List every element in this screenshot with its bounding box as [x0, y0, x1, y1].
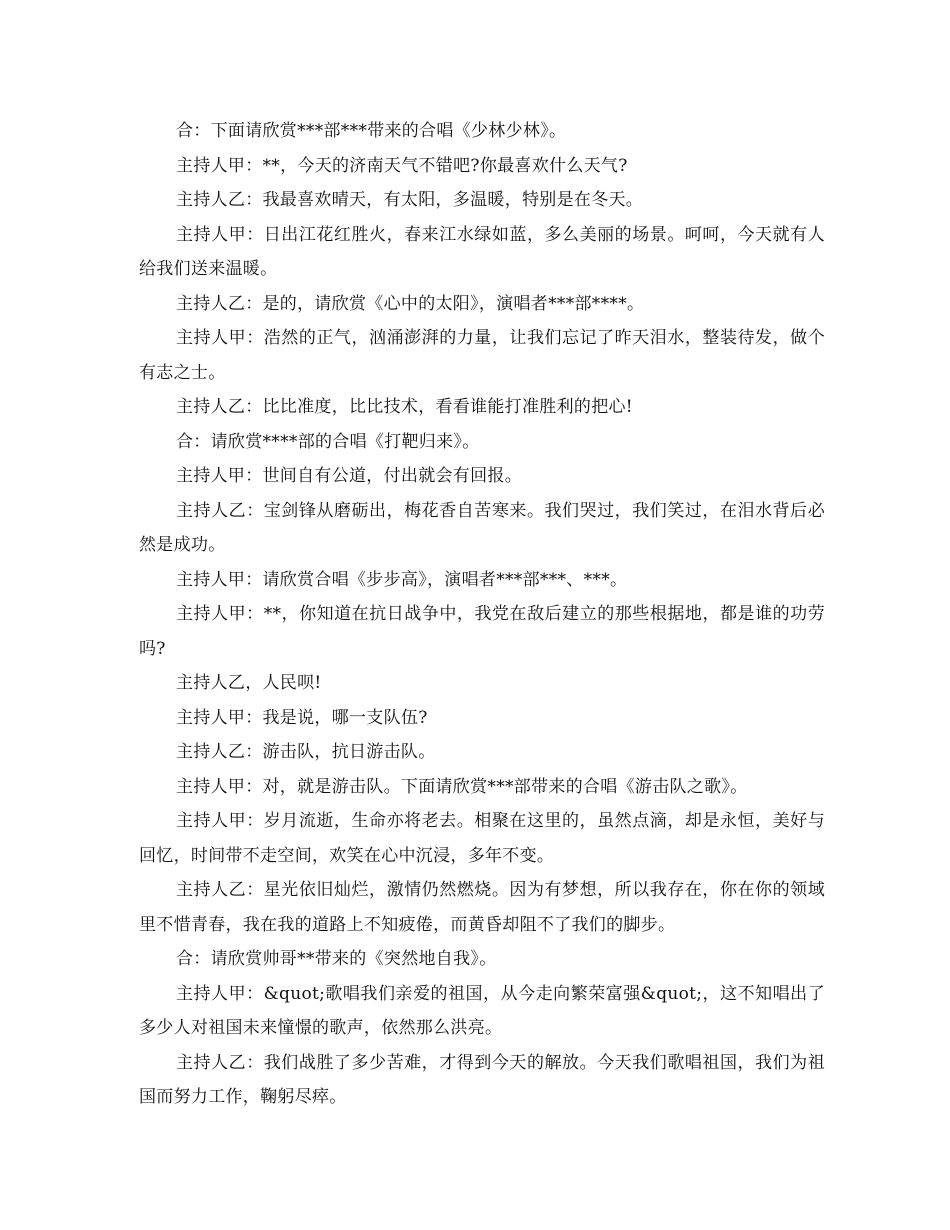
paragraph: 主持人乙：是的，请欣赏《心中的太阳》，演唱者***部****。	[176, 293, 645, 314]
paragraph: 主持人乙：星光依旧灿烂，激情仍然燃烧。因为有梦想，所以我存在，你在你的领域里不惜青春，我在我的道路上不知疲倦，而黄昏却阻不了我们的脚步。	[139, 880, 825, 935]
paragraph: 主持人乙：我最喜欢晴天，有太阳，多温暖，特别是在冬天。	[176, 190, 644, 210]
paragraph: 主持人甲：**，你知道在抗日战争中，我党在敌后建立的那些根据地，都是谁的功劳吗?	[139, 604, 825, 659]
paragraph: 主持人甲：对，就是游击队。下面请欣赏***部带来的合唱《游击队之歌》。	[176, 776, 748, 797]
paragraph: 主持人甲：岁月流逝，生命亦将老去。相聚在这里的，虽然点滴，却是永恒，美好与回忆，时间带不走空间，欢笑在心中沉浸，多年不变。	[139, 811, 825, 866]
paragraph: 主持人甲：&quot;歌唱我们亲爱的祖国，从今走向繁荣富强&quot;，这不知唱出了多少人对祖国未来憧憬的歌声，依然那么洪亮。	[139, 983, 825, 1038]
paragraph: 合：请欣赏帅哥**带来的《突然地自我》。	[176, 949, 497, 969]
paragraph: 主持人乙：宝剑锋从磨砺出，梅花香自苦寒来。我们哭过，我们笑过，在泪水背后必然是成功。	[139, 500, 825, 555]
paragraph: 主持人乙：游击队，抗日游击队。	[176, 742, 436, 762]
paragraph: 主持人乙，人民呗!	[176, 673, 322, 693]
paragraph: 合：请欣赏****部的合唱《打靶归来》。	[176, 431, 480, 452]
paragraph: 主持人甲：我是说，哪一支队伍?	[176, 707, 428, 728]
paragraph: 主持人甲：请欣赏合唱《步步高》，演唱者***部***、***。	[176, 569, 628, 590]
paragraph: 主持人甲：浩然的正气，汹涌澎湃的力量，让我们忘记了昨天泪水，整装待发，做个有志之士。	[139, 328, 825, 383]
paragraph: 主持人甲：日出江花红胜火，春来江水绿如蓝，多么美丽的场景。呵呵，今天就有人给我们送来温暖。	[139, 224, 825, 279]
paragraph: 主持人甲：**，今天的济南天气不错吧?你最喜欢什么天气?	[176, 155, 628, 176]
paragraph: 合：下面请欣赏***部***带来的合唱《少林少林》。	[176, 121, 567, 141]
paragraph: 主持人乙：比比准度，比比技术，看看谁能打准胜利的把心!	[176, 397, 633, 417]
paragraph: 主持人甲：世间自有公道，付出就会有回报。	[176, 466, 522, 486]
document-body	[139, 114, 825, 1115]
paragraph: 主持人乙：我们战胜了多少苦难，才得到今天的解放。今天我们歌唱祖国，我们为祖国而努力工作，鞠躬尽瘁。	[139, 1052, 825, 1107]
